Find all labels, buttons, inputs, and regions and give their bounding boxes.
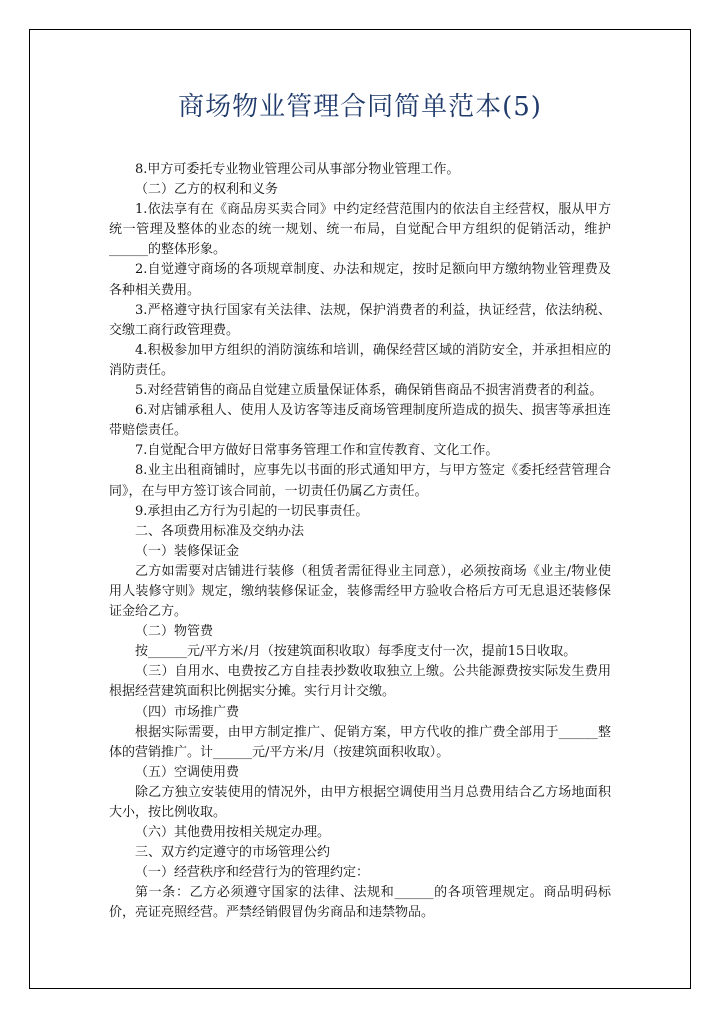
subsection-heading: （一）装修保证金 [135, 543, 240, 559]
paragraph: （二）乙方的权利和义务 [135, 182, 279, 198]
paragraph: 2.自觉遵守商场的各项规章制度、办法和规定，按时足额向甲方缴纳物业管理费及各种相关费用。 [109, 262, 611, 298]
paragraph: 3.严格遵守执行国家有关法律、法规，保护消费者的利益，执证经营，依法纳税、交缴工商行政管理费。 [109, 302, 611, 338]
subsection-heading: （一）经营秩序和经营行为的管理约定： [135, 865, 370, 881]
paragraph: 6.对店铺承租人、使用人及访客等违反商场管理制度所造成的损失、损害等承担连带赔偿责任。 [109, 403, 611, 439]
paragraph: 8.业主出租商铺时，应事先以书面的形式通知甲方，与甲方签定《委托经营管理合同》，在与甲方签订该合同前，一切责任仍属乙方责任。 [109, 463, 611, 499]
document-title: 商场物业管理合同简单范本(5) [178, 92, 542, 122]
subsection-heading: （五）空调使用费 [135, 764, 240, 780]
section-heading: 三、双方约定遵守的市场管理公约 [135, 845, 331, 861]
subsection-heading: （四）市场推广费 [135, 704, 240, 720]
paragraph: 根据实际需要，由甲方制定推广、促销方案，甲方代收的推广费全部用于______整体的营销推广。计______元/平方米/月（按建筑面积收取）。 [109, 724, 611, 760]
paragraph: （三）自用水、电费按乙方自挂表抄数收取独立上缴。公共能源费按实际发生费用根据经营建筑面积比例据实分摊。实行月计交缴。 [109, 664, 611, 700]
paragraph: 9.承担由乙方行为引起的一切民事责任。 [135, 503, 369, 519]
paragraph: 按______元/平方米/月（按建筑面积收取）每季度支付一次，提前15日收取。 [135, 644, 577, 660]
paragraph: 4.积极参加甲方组织的消防演练和培训，确保经营区域的消防安全，并承担相应的消防责任。 [109, 342, 611, 378]
paragraph: 1.依法享有在《商品房买卖合同》中约定经营范围内的依法自主经营权，服从甲方统一管理及整体的业态的统一规划、统一布局，自觉配合甲方组织的促销活动，维护______的整体形象。 [109, 202, 611, 258]
paragraph: 第一条：乙方必须遵守国家的法律、法规和______的各项管理规定。商品明码标价，亮证亮照经营。严禁经销假冒伪劣商品和违禁物品。 [109, 885, 611, 921]
paragraph: 7.自觉配合甲方做好日常事务管理工作和宣传教育、文化工作。 [135, 443, 499, 459]
paragraph: 除乙方独立安装使用的情况外，由甲方根据空调使用当月总费用结合乙方场地面积大小，按比例收取。 [109, 784, 611, 820]
section-heading: 二、各项费用标准及交纳办法 [135, 523, 305, 539]
paragraph: 8.甲方可委托专业物业管理公司从事部分物业管理工作。 [135, 162, 460, 177]
subsection-heading: （二）物管费 [135, 624, 214, 640]
paragraph: （六）其他费用按相关规定办理。 [135, 825, 331, 841]
paragraph: 5.对经营销售的商品自觉建立质量保证体系，确保销售商品不损害消费者的利益。 [135, 383, 603, 399]
paragraph: 乙方如需要对店铺进行装修（租赁者需征得业主同意），必须按商场《业主/物业使用人装修守则》规定，缴纳装修保证金，装修需经甲方验收合格后方可无息退还装修保证金给乙方。 [109, 563, 611, 620]
document-body [109, 160, 611, 924]
